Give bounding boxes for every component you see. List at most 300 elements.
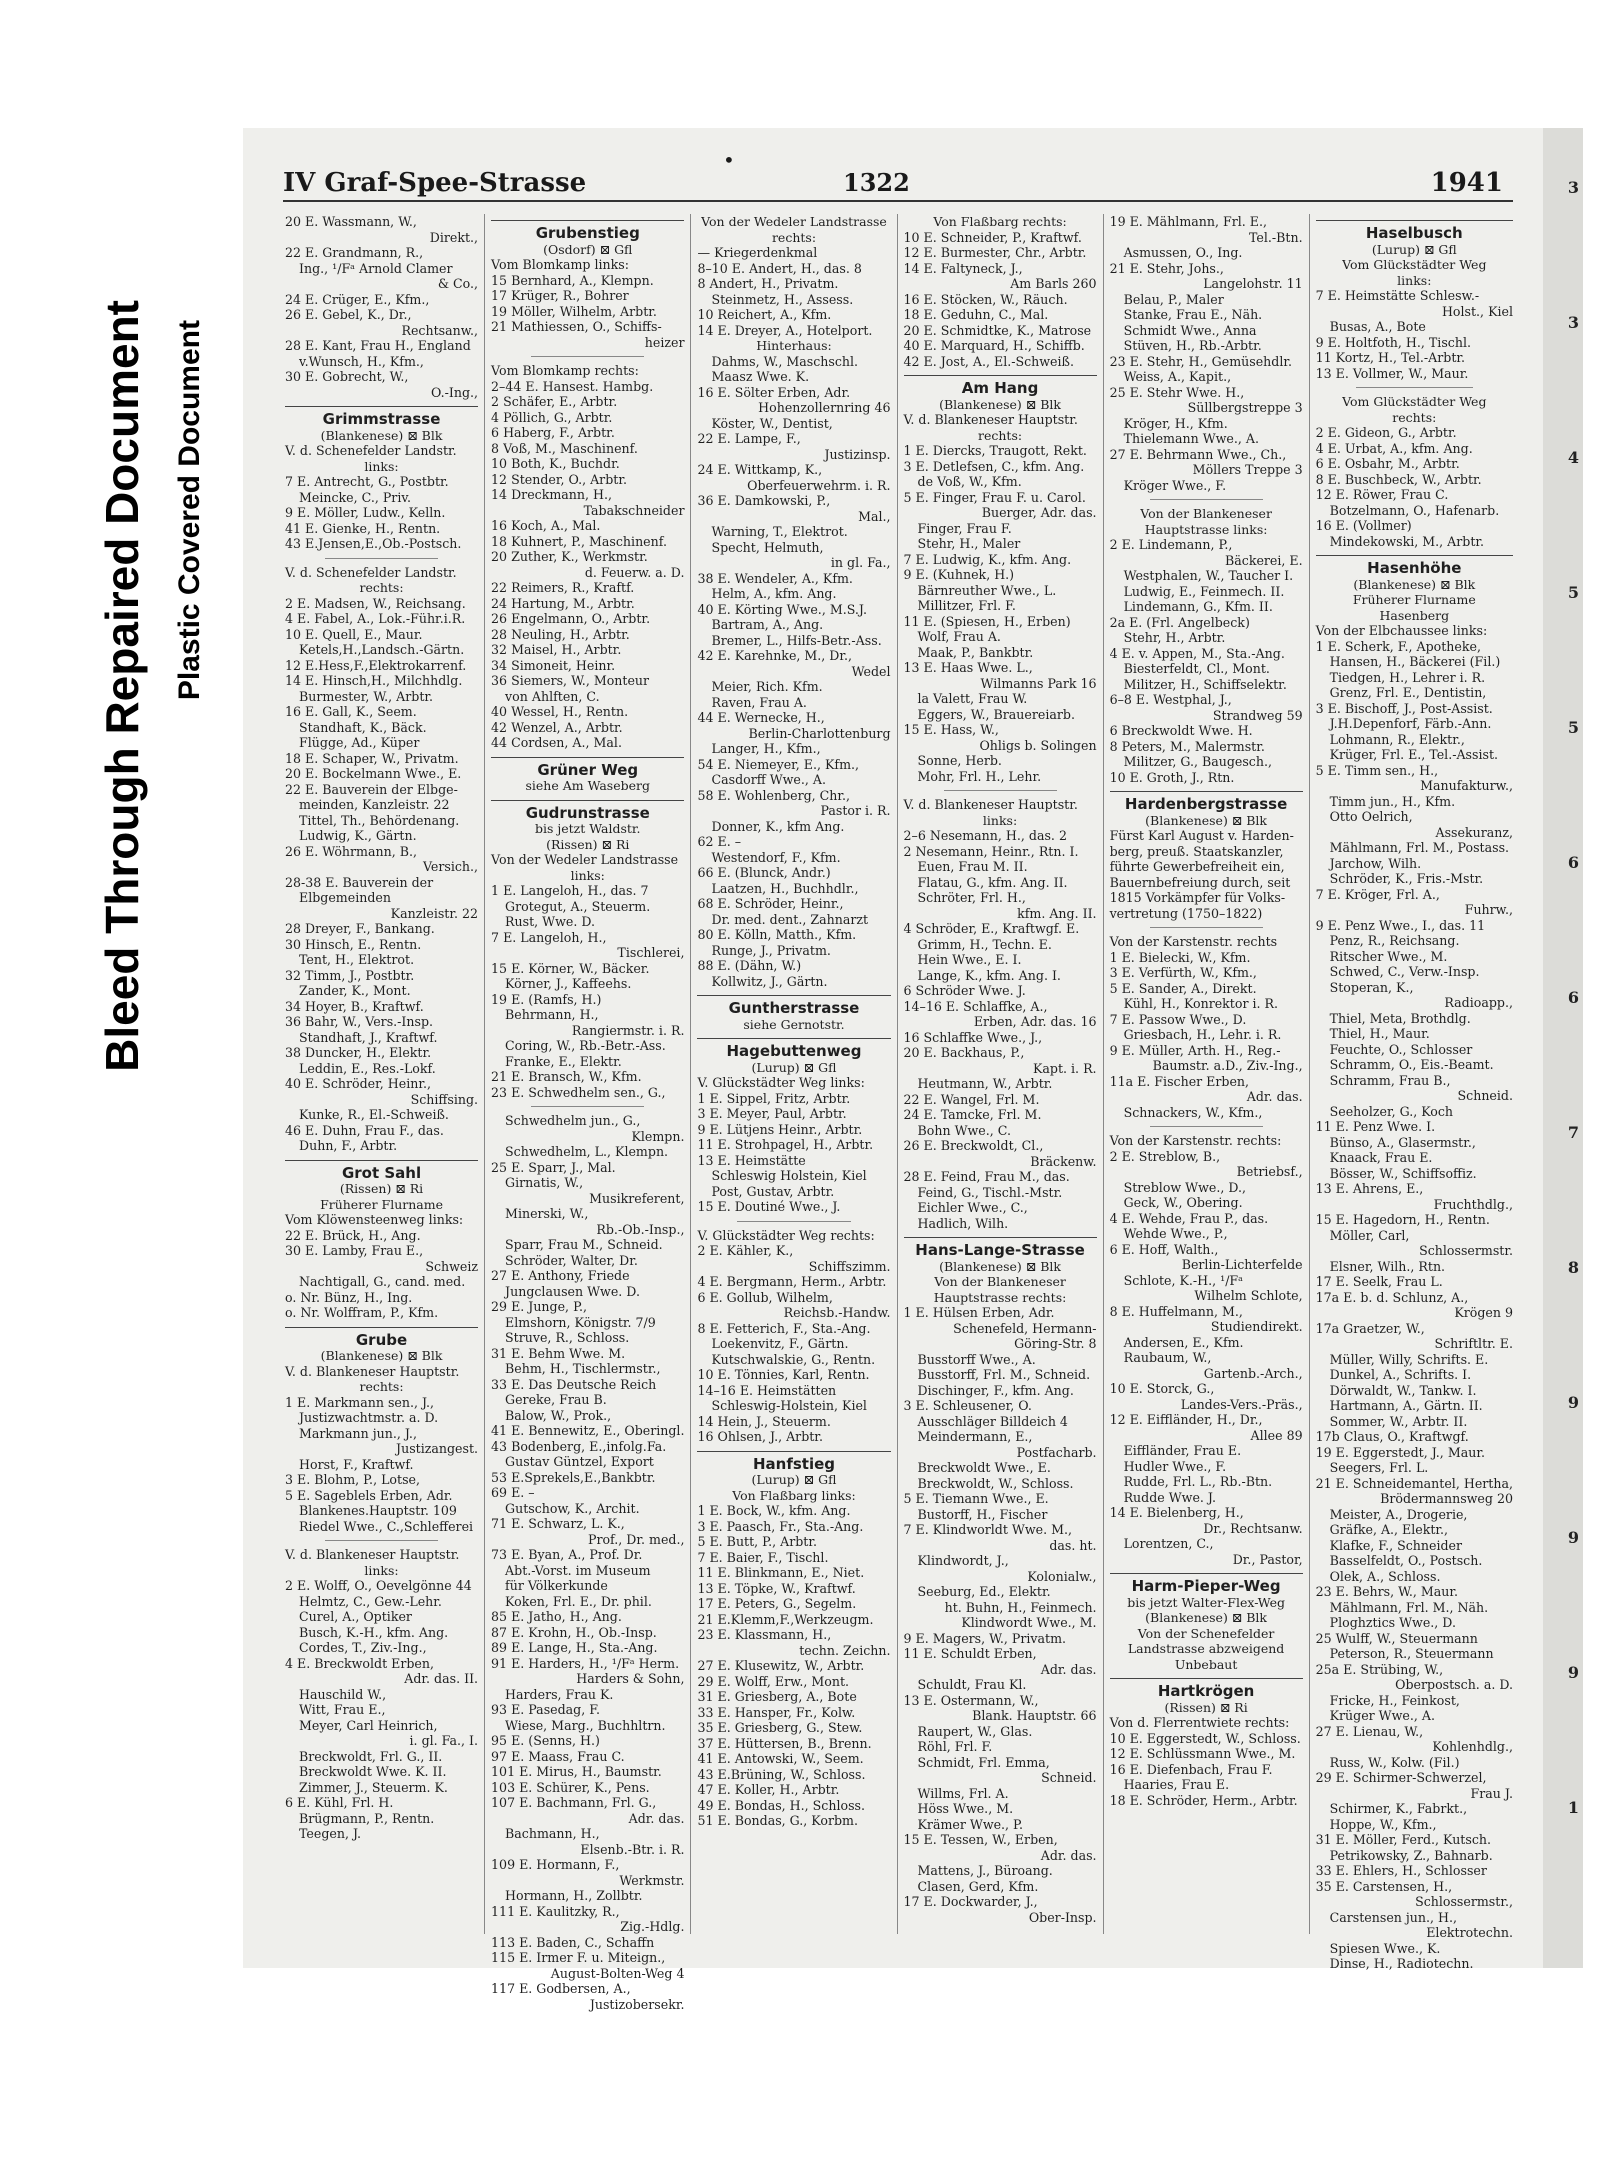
entry-continuation: Adr. das. bbox=[1246, 1089, 1303, 1104]
entry-continuation: Schlossermstr., bbox=[1415, 1894, 1513, 1909]
address-entry: 10 E. Groth, J., Rtn. bbox=[1109, 769, 1235, 785]
street-heading: Grot Sahl bbox=[285, 1160, 478, 1182]
resident-entry: Flügge, Ad., Küper bbox=[299, 735, 420, 750]
entry-continuation: Betriebsf., bbox=[1236, 1164, 1303, 1179]
entry-continuation: Elektrotechn. bbox=[1426, 1925, 1513, 1940]
entry-continuation: Allee 89 bbox=[1250, 1427, 1303, 1443]
street-note: Von der Blankeneser bbox=[1140, 506, 1272, 521]
address-entry: 85 E. Jatho, H., Ang. bbox=[491, 1609, 622, 1624]
entry-continuation: Mal., bbox=[858, 508, 891, 524]
address-entry: 32 Timm, J., Postbtr. bbox=[285, 967, 415, 983]
address-entry: 47 E. Koller, H., Arbtr. bbox=[697, 1782, 840, 1797]
address-entry: Von der Wedeler Landstrasse bbox=[491, 852, 679, 867]
resident-entry: Balow, W., Prok., bbox=[505, 1407, 612, 1423]
margin-mark: 9 bbox=[1567, 1393, 1579, 1412]
address-entry: 25 E. Sparr, J., Mal. bbox=[491, 1159, 616, 1175]
entry-continuation: das. ht. bbox=[1049, 1537, 1097, 1553]
entry-continuation: Bäckerei, E. bbox=[1225, 552, 1303, 568]
resident-entry: Hartmann, A., Gärtn. II. bbox=[1329, 1398, 1483, 1413]
address-entry: 25a E. Strübing, W., bbox=[1315, 1661, 1444, 1677]
resident-entry: Timm jun., H., Kfm. bbox=[1329, 793, 1456, 809]
address-entry: 14 E. Bielenberg, H., bbox=[1109, 1505, 1244, 1520]
resident-entry: Stoperan, K., bbox=[1329, 979, 1414, 995]
resident-entry: Belau, P., Maler bbox=[1123, 291, 1224, 307]
entry-continuation: in gl. Fa., bbox=[830, 555, 891, 570]
address-entry: 73 E. Byan, A., Prof. Dr. bbox=[491, 1547, 643, 1562]
address-entry: 27 E. Behrmann Wwe., Ch., bbox=[1109, 446, 1287, 462]
resident-entry: Asmussen, O., Ing. bbox=[1123, 245, 1243, 260]
resident-entry: Breckwoldt, Frl. G., II. bbox=[299, 1748, 443, 1764]
resident-entry: Spiesen Wwe., K. bbox=[1329, 1940, 1441, 1956]
resident-entry: Thiel, H., Maur. bbox=[1329, 1026, 1430, 1041]
address-entry: 11 E. Blinkmann, E., Niet. bbox=[697, 1565, 865, 1580]
address-entry: 12 E. Eiffländer, H., Dr., bbox=[1109, 1412, 1263, 1427]
entry-continuation: Ober-Insp. bbox=[1028, 1909, 1097, 1925]
address-entry: 13 E. Heimstätte bbox=[697, 1152, 806, 1168]
address-entry: 13 E. Ostermann, W., bbox=[903, 1692, 1039, 1708]
street-heading: Haselbusch bbox=[1316, 220, 1513, 242]
entry-continuation: Hohenzollernring 46 bbox=[758, 400, 891, 415]
resident-entry: Mählmann, Frl. M., Näh. bbox=[1329, 1599, 1489, 1615]
section-divider bbox=[1150, 1126, 1263, 1127]
resident-entry: Curel, A., Optiker bbox=[299, 1609, 412, 1624]
section-divider bbox=[1150, 927, 1263, 928]
address-entry: 3 E. Bischoff, J., Post-Assist. bbox=[1315, 700, 1493, 716]
street-note: (Blankenese) ⊠ Blk bbox=[320, 427, 443, 443]
address-entry: 11 E. Penz Wwe. I. bbox=[1315, 1119, 1436, 1134]
margin-mark: 3 bbox=[1567, 313, 1579, 332]
address-entry: 35 E. Griesberg, G., Stew. bbox=[697, 1720, 863, 1735]
address-entry: 14 E. Dreyer, A., Hotelport. bbox=[697, 322, 873, 338]
street-note: (Blankenese) ⊠ Blk bbox=[1145, 1610, 1268, 1625]
resident-entry: meinden, Kanzleistr. 22 bbox=[299, 797, 450, 812]
resident-entry: Otto Oelrich, bbox=[1329, 809, 1413, 824]
street-note: Von Flaßbarg links: bbox=[732, 1487, 856, 1503]
resident-entry: v.Wunsch, H., Kfm., bbox=[299, 353, 424, 369]
street-note: Hauptstrasse links: bbox=[1144, 521, 1268, 537]
address-entry: 43 Bodenberg, E.,infolg.Fa. bbox=[491, 1438, 667, 1454]
address-entry: 16 E. (Vollmer) bbox=[1315, 518, 1412, 533]
address-entry: 91 E. Harders, H., ¹/Fᵃ Herm. bbox=[491, 1655, 680, 1671]
entry-continuation: kfm. Ang. II. bbox=[1017, 905, 1097, 921]
resident-entry: Zimmer, J., Steuerm. K. bbox=[299, 1779, 448, 1795]
resident-entry: Schleswig-Holstein, Kiel bbox=[711, 1398, 867, 1413]
resident-entry: Stüven, H., Rb.-Arbtr. bbox=[1123, 338, 1262, 353]
street-note: (Rissen) ⊠ Ri bbox=[1164, 1699, 1248, 1715]
resident-entry: Schlote, K.-H., ¹/Fᵃ bbox=[1123, 1272, 1244, 1288]
entry-continuation: Ohligs b. Solingen bbox=[979, 737, 1097, 753]
address-entry: 18 E. Geduhn, C., Mal. bbox=[903, 307, 1049, 322]
address-entry: 17a E. b. d. Schlunz, A., bbox=[1315, 1289, 1469, 1305]
resident-entry: Müller, Willy, Schrifts. E. bbox=[1329, 1351, 1489, 1367]
address-entry: 32 Maisel, H., Arbtr. bbox=[491, 642, 622, 657]
street-heading: Grube bbox=[285, 1327, 478, 1349]
address-entry: 4 Pöllich, G., Arbtr. bbox=[491, 409, 613, 425]
address-entry: 7 E. Kröger, Frl. A., bbox=[1315, 886, 1440, 902]
address-entry: 58 E. Wohlenberg, Chr., bbox=[697, 787, 851, 803]
address-entry: 16 E. Gall, K., Seem. bbox=[285, 704, 417, 719]
street-note: siehe Am Waseberg bbox=[525, 778, 650, 793]
resident-entry: Schnackers, W., Kfm., bbox=[1123, 1104, 1263, 1120]
address-entry: 10 E. Storck, G., bbox=[1109, 1381, 1215, 1396]
resident-entry: Schröter, Frl. H., bbox=[917, 890, 1026, 905]
address-entry: 42 E. Jost, A., El.-Schweiß. bbox=[903, 353, 1074, 369]
resident-entry: Hormann, H., Zollbtr. bbox=[505, 1888, 643, 1903]
resident-entry: Seegers, Frl. L. bbox=[1329, 1460, 1429, 1475]
entry-continuation: Kapt. i. R. bbox=[1032, 1060, 1097, 1076]
street-note: (Blankenese) ⊠ Blk bbox=[939, 1258, 1061, 1274]
address-entry: 7 E. Ludwig, K., kfm. Ang. bbox=[903, 551, 1072, 567]
address-entry: 15 E. Tessen, W., Erben, bbox=[903, 1832, 1058, 1847]
address-entry: 36 E. Damkowski, P., bbox=[697, 493, 831, 508]
margin-mark: 5 bbox=[1567, 718, 1579, 737]
entry-continuation: Landes-Vers.-Präs., bbox=[1180, 1396, 1303, 1412]
address-entry: 17a Graetzer, W., bbox=[1315, 1320, 1425, 1336]
address-entry: 11 E. (Spiesen, H., Erben) bbox=[903, 613, 1071, 629]
resident-entry: Ludwig, K., Gärtn. bbox=[299, 828, 417, 843]
address-entry: 2 Nesemann, Heinr., Rtn. I. bbox=[903, 843, 1079, 859]
entry-continuation: Oberfeuerwehrm. i. R. bbox=[747, 477, 891, 493]
address-entry: 43 E.Jensen,E.,Ob.-Postsch. bbox=[285, 536, 462, 551]
resident-entry: Euen, Frau M. II. bbox=[917, 859, 1028, 874]
address-entry: 9 E. Magers, W., Privatm. bbox=[903, 1630, 1067, 1646]
address-entry: 37 E. Hüttersen, B., Brenn. bbox=[697, 1735, 872, 1751]
entry-continuation: Fuhrw., bbox=[1464, 902, 1513, 917]
directory-column bbox=[1310, 214, 1519, 1971]
address-entry: 10 Both, K., Buchdr. bbox=[491, 456, 620, 471]
street-note: Hasenberg bbox=[1379, 607, 1450, 623]
street-note: (Blankenese) ⊠ Blk bbox=[320, 1348, 443, 1363]
entry-continuation: Möllers Treppe 3 bbox=[1192, 462, 1303, 477]
address-entry: 13 E. Töpke, W., Kraftwf. bbox=[697, 1580, 856, 1596]
street-note: bis jetzt Walter-Flex-Weg bbox=[1127, 1594, 1285, 1610]
address-entry: 42 Wenzel, A., Arbtr. bbox=[491, 719, 623, 735]
entry-continuation: Werkmstr. bbox=[619, 1872, 685, 1888]
resident-entry: Tiedgen, H., Lehrer i. R. bbox=[1329, 669, 1486, 685]
resident-entry: Rust, Wwe. D. bbox=[505, 914, 596, 929]
address-entry: 15 E. Hass, W., bbox=[903, 722, 999, 737]
entry-continuation: Wedel bbox=[851, 663, 891, 679]
address-entry: 38 Duncker, H., Elektr. bbox=[285, 1045, 432, 1060]
resident-entry: Runge, J., Privatm. bbox=[711, 942, 831, 958]
resident-entry: Struve, R., Schloss. bbox=[505, 1330, 630, 1345]
entry-continuation: d. Feuerw. a. D. bbox=[584, 564, 685, 580]
address-entry: 1 E. Scherk, F., Apotheke, bbox=[1315, 638, 1481, 654]
address-entry: 10 E. Quell, E., Maur. bbox=[285, 626, 423, 642]
address-entry: 6 E. Gollub, Wilhelm, bbox=[697, 1289, 833, 1305]
address-entry: 6 Schröder Wwe. J. bbox=[903, 983, 1026, 998]
address-entry: 17 E. Peters, G., Segelm. bbox=[697, 1596, 857, 1611]
entry-continuation: Adr. das. II. bbox=[404, 1671, 479, 1686]
address-entry: 115 E. Irmer F. u. Miteign., bbox=[491, 1950, 666, 1965]
address-entry: 49 E. Bondas, H., Schloss. bbox=[697, 1797, 866, 1813]
address-entry: 20 E. Bockelmann Wwe., E. bbox=[285, 766, 462, 781]
address-entry: 6 E. Osbahr, M., Arbtr. bbox=[1315, 456, 1460, 471]
resident-entry: Breckwoldt Wwe. K. II. bbox=[299, 1764, 447, 1779]
resident-entry: Hein Wwe., E. I. bbox=[917, 952, 1022, 967]
resident-entry: Seeburg, Ed., Elektr. bbox=[917, 1584, 1051, 1599]
address-entry: 8 E. Fetterich, F., Sta.-Ang. bbox=[697, 1320, 871, 1336]
address-entry: 21 E. Bransch, W., Kfm. bbox=[491, 1069, 642, 1084]
entry-continuation: Bräckenw. bbox=[1030, 1153, 1097, 1169]
entry-continuation: Kohlenhdlg., bbox=[1432, 1739, 1513, 1754]
address-entry: 23 E. Schwedhelm sen., G., bbox=[491, 1084, 666, 1100]
resident-entry: von Ahlften, C. bbox=[505, 688, 600, 704]
street-note: Von der Wedeler Landstrasse bbox=[701, 214, 887, 229]
address-entry: 69 E. – bbox=[491, 1485, 535, 1500]
resident-entry: Hoppe, W., Kfm., bbox=[1329, 1816, 1437, 1832]
address-entry: 4 E. Breckwoldt Erben, bbox=[285, 1655, 434, 1671]
resident-entry: Dischinger, F., kfm. Ang. bbox=[917, 1382, 1074, 1398]
address-entry: 2 E. Wolff, O., Oevelgönne 44 bbox=[285, 1578, 472, 1593]
address-entry: 19 Möller, Wilhelm, Arbtr. bbox=[491, 303, 657, 319]
address-entry: 38 E. Wendeler, A., Kfm. bbox=[697, 570, 853, 586]
resident-entry: Schröder, K., Fris.-Mstr. bbox=[1329, 871, 1484, 886]
resident-entry: Sparr, Frau M., Schneid. bbox=[505, 1237, 663, 1252]
address-entry: Fürst Karl August v. Harden- bbox=[1109, 828, 1294, 843]
entry-continuation: O.-Ing., bbox=[431, 384, 479, 400]
address-entry: 40 E. Marquard, H., Schiffb. bbox=[903, 338, 1085, 353]
resident-entry: Bustorff, H., Fischer bbox=[917, 1506, 1048, 1522]
entry-continuation: Radioapp., bbox=[1444, 995, 1513, 1010]
address-entry: 20 E. Backhaus, P., bbox=[903, 1045, 1025, 1060]
street-heading: Hartkrögen bbox=[1110, 1678, 1303, 1700]
street-note: (Osdorf) ⊠ Gfl bbox=[543, 241, 633, 257]
address-entry: 26 E. Wöhrmann, B., bbox=[285, 843, 417, 859]
street-note: rechts: bbox=[771, 229, 817, 245]
address-entry: 93 E. Pasedag, F. bbox=[491, 1702, 601, 1717]
address-entry: 26 E. Gebel, K., Dr., bbox=[285, 307, 412, 322]
address-entry: V. Glückstädter Weg links: bbox=[697, 1075, 865, 1090]
resident-entry: Schramm, Frau B., bbox=[1329, 1072, 1451, 1088]
resident-entry: Kühl, H., Konrektor i. R. bbox=[1123, 996, 1278, 1011]
resident-entry: Körner, J., Kaffeehs. bbox=[505, 976, 632, 991]
address-entry: 53 E.Sprekels,E.,Bankbtr. bbox=[491, 1469, 656, 1485]
address-entry: 34 Simoneit, Heinr. bbox=[491, 657, 616, 673]
resident-entry: Gräfke, A., Elektr., bbox=[1329, 1522, 1449, 1537]
address-entry: 1 E. Sippel, Fritz, Arbtr. bbox=[697, 1090, 851, 1106]
resident-entry: Bösser, W., Schiffsoffiz. bbox=[1329, 1165, 1477, 1181]
resident-entry: Tittel, Th., Behördenang. bbox=[299, 812, 460, 828]
entry-continuation: Göring-Str. 8 bbox=[1014, 1336, 1097, 1351]
address-entry: 24 E. Wittkamp, K., bbox=[697, 462, 823, 477]
resident-entry: Minerski, W., bbox=[505, 1206, 589, 1221]
address-entry: 29 E. Junge, P., bbox=[491, 1299, 587, 1314]
adjacent-page-edge bbox=[1543, 128, 1583, 1968]
address-entry: 1 E. Diercks, Traugott, Rekt. bbox=[903, 443, 1087, 458]
resident-entry: Schramm, O., Eis.-Beamt. bbox=[1329, 1057, 1494, 1072]
resident-entry: Bremer, L., Hilfs-Betr.-Ass. bbox=[711, 632, 882, 648]
resident-entry: Busas, A., Bote bbox=[1329, 319, 1426, 334]
address-entry: 33 E. Das Deutsche Reich bbox=[491, 1376, 657, 1392]
page-header bbox=[283, 148, 1513, 202]
address-entry: 43 E.Brüning, W., Schloss. bbox=[697, 1766, 866, 1782]
section-divider bbox=[737, 1221, 850, 1222]
address-entry: 5 E. Finger, Frau F. u. Carol. bbox=[903, 489, 1086, 505]
resident-entry: Mohr, Frl. H., Lehr. bbox=[917, 768, 1042, 784]
resident-entry: Hadlich, Wilh. bbox=[917, 1215, 1009, 1231]
resident-entry: Raven, Frau A. bbox=[711, 694, 807, 710]
resident-entry: Meyer, Carl Heinrich, bbox=[299, 1717, 438, 1733]
address-entry: 6 Haberg, F., Arbtr. bbox=[491, 425, 615, 440]
resident-entry: Westphalen, W., Taucher I. bbox=[1123, 568, 1294, 583]
address-entry: 95 E. (Senns, H.) bbox=[491, 1733, 600, 1748]
address-entry: 12 E. Schlüssmann Wwe., M. bbox=[1109, 1746, 1296, 1761]
address-entry: 6 E. Kühl, Frl. H. bbox=[285, 1795, 394, 1810]
directory-column bbox=[1104, 214, 1310, 1934]
address-entry: 2 E. Madsen, W., Reichsang. bbox=[285, 595, 466, 611]
resident-entry: Meindermann, E., bbox=[917, 1429, 1033, 1444]
address-entry: 21 E. Stehr, Johs., bbox=[1109, 260, 1224, 276]
resident-entry: Thiel, Meta, Brothdlg. bbox=[1329, 1010, 1471, 1026]
address-entry: 8 E. Buschbeck, W., Arbtr. bbox=[1315, 471, 1482, 487]
resident-entry: Schuldt, Frau Kl. bbox=[917, 1677, 1027, 1692]
entry-continuation: Schenefeld, Hermann- bbox=[953, 1320, 1097, 1336]
entry-continuation: Klempn. bbox=[631, 1128, 685, 1144]
address-entry: Von der Elbchaussee links: bbox=[1315, 623, 1488, 638]
address-entry: 26 Engelmann, O., Arbtr. bbox=[491, 611, 651, 626]
entry-continuation: Blank. Hauptstr. 66 bbox=[972, 1708, 1097, 1723]
resident-entry: Eichler Wwe., C., bbox=[917, 1200, 1028, 1215]
address-entry: 4 E. Fabel, A., Lok.-Führ.i.R. bbox=[285, 611, 466, 626]
address-entry: 16 E. Sölter Erben, Adr. bbox=[697, 384, 851, 400]
resident-entry: Kröger, H., Kfm. bbox=[1123, 415, 1228, 431]
page-number: 1322 bbox=[843, 168, 910, 197]
address-entry: 9 E. Penz Wwe., I., das. 11 bbox=[1315, 917, 1486, 933]
resident-entry: Millitzer, Frl. F. bbox=[917, 598, 1016, 613]
resident-entry: Ritscher Wwe., M. bbox=[1329, 948, 1448, 964]
address-entry: 11a E. Fischer Erben, bbox=[1109, 1073, 1250, 1089]
address-entry: 22 E. Wangel, Frl. M. bbox=[903, 1091, 1040, 1107]
section-divider bbox=[531, 356, 644, 357]
address-entry: 1 E. Hülsen Erben, Adr. bbox=[903, 1305, 1055, 1320]
resident-entry: Bärnreuther Wwe., L. bbox=[917, 582, 1057, 598]
resident-entry: Steinmetz, H., Assess. bbox=[711, 291, 854, 307]
address-entry: 2–6 Nesemann, H., das. 2 bbox=[903, 828, 1067, 843]
year-label: 1941 bbox=[1430, 168, 1503, 198]
entry-continuation: Adr. das. bbox=[1040, 1847, 1097, 1863]
address-entry: 103 E. Schürer, K., Pens. bbox=[491, 1779, 650, 1795]
resident-entry: Petrikowsky, Z., Bahnarb. bbox=[1329, 1847, 1493, 1863]
address-entry: 5 E. Butt, P., Arbtr. bbox=[697, 1534, 817, 1549]
address-entry: Von d. Flerrentwiete rechts: bbox=[1109, 1715, 1290, 1730]
entry-continuation: Schneid. bbox=[1457, 1088, 1513, 1103]
address-entry: 8 Peters, M., Malermstr. bbox=[1109, 738, 1265, 754]
resident-entry: Ausschläger Billdeich 4 bbox=[917, 1413, 1068, 1429]
address-entry: 16 E. Diefenbach, Frau F. bbox=[1109, 1761, 1273, 1777]
resident-entry: Botzelmann, O., Hafenarb. bbox=[1329, 502, 1500, 518]
resident-entry: Kröger Wwe., F. bbox=[1123, 477, 1227, 493]
address-entry: 14 E. Faltyneck, J., bbox=[903, 260, 1023, 276]
street-note: (Lurup) ⊠ Gfl bbox=[1371, 241, 1457, 257]
resident-entry: Stehr, H., Arbtr. bbox=[1123, 630, 1226, 645]
address-entry: 7 E. Baier, F., Tischl. bbox=[697, 1549, 829, 1565]
street-note: (Lurup) ⊠ Gfl bbox=[751, 1059, 837, 1075]
resident-entry: Stehr, H., Maler bbox=[917, 536, 1021, 551]
address-entry: 7 E. Passow Wwe., D. bbox=[1109, 1011, 1247, 1027]
entry-continuation: Prof., Dr. med., bbox=[587, 1531, 685, 1547]
street-note: Von der Blankeneser bbox=[934, 1274, 1066, 1289]
resident-entry: Ludwig, E., Feinmech. II. bbox=[1123, 583, 1285, 599]
address-entry: 31 E. Behm Wwe. M. bbox=[491, 1345, 626, 1361]
address-entry: führte Gewerbefreiheit ein, bbox=[1109, 859, 1285, 874]
address-entry: 9 E. Möller, Ludw., Kelln. bbox=[285, 505, 446, 520]
resident-entry: Post, Gustav, Arbtr. bbox=[711, 1183, 835, 1199]
address-entry: 22 E. Grandmann, R., bbox=[285, 245, 424, 260]
address-entry: 87 E. Krohn, H., Ob.-Insp. bbox=[491, 1624, 657, 1640]
address-entry: 20 E. Wassmann, W., bbox=[285, 214, 417, 229]
resident-entry: Krämer Wwe., P. bbox=[917, 1816, 1023, 1832]
entry-continuation: Süllbergstreppe 3 bbox=[1187, 400, 1303, 415]
resident-entry: Breckwoldt, W., Schloss. bbox=[917, 1475, 1074, 1491]
margin-mark: 9 bbox=[1567, 1528, 1579, 1547]
resident-entry: Breckwoldt Wwe., E. bbox=[917, 1460, 1051, 1475]
resident-entry: Behrmann, H., bbox=[505, 1007, 599, 1022]
entry-continuation: Dr., Rechtsanw. bbox=[1203, 1520, 1303, 1536]
section-divider bbox=[325, 1540, 438, 1541]
address-entry: 40 E. Körting Wwe., M.S.J. bbox=[697, 601, 867, 617]
address-entry: 19 E. Eggerstedt, J., Maur. bbox=[1315, 1444, 1485, 1460]
address-entry: 30 E. Gobrecht, W., bbox=[285, 369, 409, 384]
resident-entry: Möller, Carl, bbox=[1329, 1227, 1410, 1243]
address-entry: V. d. Blankeneser Hauptstr. bbox=[285, 1363, 460, 1379]
resident-entry: Gereke, Frau B. bbox=[505, 1392, 607, 1407]
street-note: links: bbox=[1397, 272, 1432, 288]
resident-entry: Leddin, E., Res.-Lokf. bbox=[299, 1060, 436, 1076]
address-entry: 41 E. Bennewitz, E., Oberingl. bbox=[491, 1423, 685, 1438]
address-entry: 28-38 E. Bauverein der bbox=[285, 874, 434, 890]
street-note: (Rissen) ⊠ Ri bbox=[546, 836, 630, 852]
resident-entry: Elbgemeinden bbox=[299, 890, 391, 905]
address-entry: 107 E. Bachmann, Frl. G., bbox=[491, 1795, 657, 1810]
entry-continuation: Wilhelm Schlote, bbox=[1194, 1288, 1303, 1303]
resident-entry: Kollwitz, J., Gärtn. bbox=[711, 973, 828, 989]
directory-column bbox=[898, 214, 1104, 1934]
street-note: links: bbox=[364, 1562, 399, 1578]
address-entry: 19 E. (Ramfs, H.) bbox=[491, 991, 602, 1007]
resident-entry: Harders, Frau K. bbox=[505, 1686, 614, 1702]
resident-entry: Kunke, R., El.-Schweiß. bbox=[299, 1107, 449, 1122]
margin-mark: 1 bbox=[1567, 1798, 1579, 1817]
address-entry: 71 E. Schwarz, L. K., bbox=[491, 1516, 625, 1531]
street-note: Hauptstrasse rechts: bbox=[933, 1289, 1067, 1305]
address-entry: 80 E. Kölln, Matth., Kfm. bbox=[697, 927, 857, 942]
address-entry: 68 E. Schröder, Heinr., bbox=[697, 896, 844, 911]
resident-entry: Maasz Wwe. K. bbox=[711, 369, 810, 384]
entry-continuation: Justizinsp. bbox=[824, 446, 891, 462]
resident-entry: Warning, T., Elektrot. bbox=[711, 524, 848, 539]
address-entry: 27 E. Klusewitz, W., Arbtr. bbox=[697, 1658, 865, 1673]
resident-entry: Helm, A., kfm. Ang. bbox=[711, 586, 837, 601]
resident-entry: Riedel Wwe., C.,Schlefferei bbox=[299, 1518, 474, 1534]
section-divider bbox=[325, 558, 438, 559]
address-entry: 16 Koch, A., Mal. bbox=[491, 518, 601, 533]
resident-entry: Casdorff Wwe., A. bbox=[711, 772, 826, 787]
resident-entry: Wolf, Frau A. bbox=[917, 629, 1001, 644]
street-note: Vom Glückstädter Weg bbox=[1342, 394, 1487, 409]
resident-entry: Andersen, E., Kfm. bbox=[1123, 1334, 1244, 1350]
resident-entry: Grenz, Frl. E., Dentistin, bbox=[1329, 685, 1487, 700]
address-entry: Von der Karstenstr. rechts: bbox=[1109, 1133, 1282, 1148]
address-entry: 19 E. Mählmann, Frl. E., bbox=[1109, 214, 1268, 229]
street-note: Vom Glückstädter Weg bbox=[1342, 257, 1487, 272]
address-entry: 1 E. Markmann sen., J., bbox=[285, 1394, 435, 1410]
address-entry: V. d. Blankeneser Hauptstr. bbox=[903, 797, 1078, 812]
entry-continuation: Versich., bbox=[422, 859, 479, 874]
resident-entry: Mindekowski, M., Arbtr. bbox=[1329, 533, 1485, 549]
address-entry: 24 Hartung, M., Arbtr. bbox=[491, 595, 635, 611]
resident-entry: Kutschwalskie, G., Rentn. bbox=[711, 1351, 876, 1367]
